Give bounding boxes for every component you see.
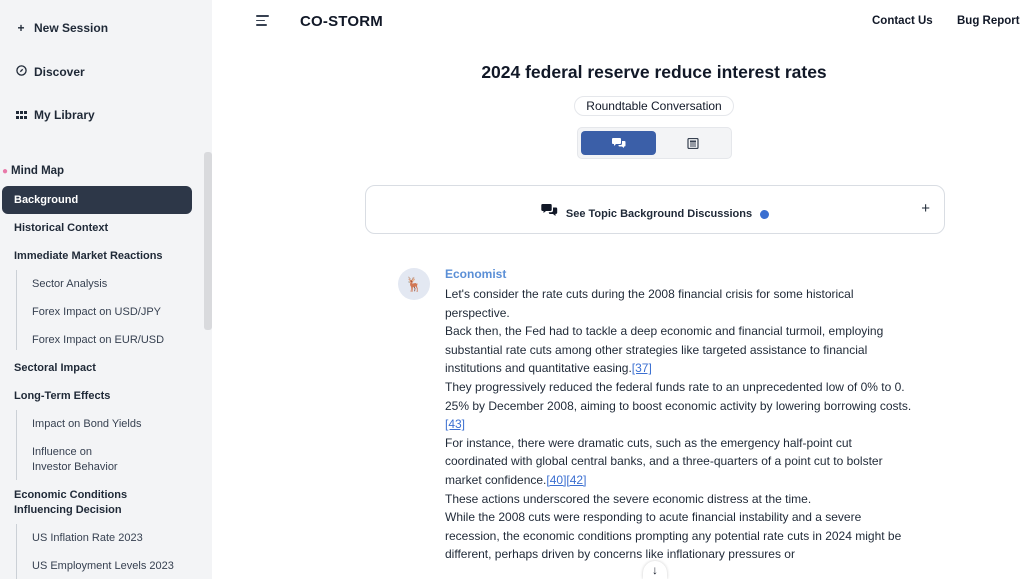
message-body <box>445 285 915 564</box>
outline-guide-line <box>16 270 17 350</box>
view-toggle <box>577 127 732 159</box>
deer-icon: 🦌 <box>405 275 423 292</box>
contact-us-link[interactable]: Contact Us <box>872 15 933 27</box>
chat-bubbles-icon <box>541 203 558 220</box>
compass-icon <box>14 65 28 79</box>
outline-item-us-employment-2023[interactable]: US Employment Levels 2023 <box>32 560 174 572</box>
message-line: These actions underscored the severe economic distress at the time. <box>445 491 812 506</box>
message-line: Back then, the Fed had to tackle a deep economic and financial turmoil, employing substantial rate cuts among other strategies like targeted assistance to financial institutions and quantitative easing.[37] <box>445 324 884 376</box>
arrow-down-icon: ↓ <box>652 563 658 577</box>
new-session-button[interactable] <box>14 21 108 35</box>
outline-item-investor-behavior[interactable]: Influence on Investor Behavior <box>32 446 118 473</box>
outline-guide-line <box>16 410 17 480</box>
message-line: 25% by December 2008, aiming to boost economic activity by lowering borrowing costs.[43] <box>445 398 912 432</box>
outline-guide-line <box>16 524 17 579</box>
citation-link[interactable]: [40] <box>546 472 567 487</box>
outline-item-historical-context[interactable]: Historical Context <box>14 222 109 234</box>
brand-logo: CO-STORM <box>300 13 383 30</box>
menu-icon[interactable] <box>256 15 269 29</box>
outline-item-economic-conditions[interactable]: Economic Conditions Influencing Decision <box>14 489 128 516</box>
outline-item-long-term-effects[interactable]: Long-Term Effects <box>14 390 111 402</box>
message-line: They progressively reduced the federal funds rate to an unprecedented low of 0% to 0. <box>445 379 905 394</box>
outline-item-bond-yields[interactable]: Impact on Bond Yields <box>32 418 142 430</box>
avatar <box>398 268 430 300</box>
citation-link[interactable]: [37] <box>631 361 652 376</box>
outline-item-sector-analysis[interactable]: Sector Analysis <box>32 278 108 290</box>
status-dot-icon <box>760 210 769 219</box>
report-view-button[interactable] <box>655 131 730 155</box>
outline-item-forex-usd-jpy[interactable]: Forex Impact on USD/JPY <box>32 306 161 318</box>
page-title: 2024 federal reserve reduce interest rates <box>481 62 827 82</box>
outline-item-immediate-market-reactions[interactable]: Immediate Market Reactions <box>14 250 163 262</box>
message-line: For instance, there were dramatic cuts, such as the emergency half-point cut coordinated with global central banks, and a three-quarters of a point cut to bolster market confidence.[40][42] <box>445 435 883 487</box>
expand-plus-icon[interactable]: + <box>921 200 930 217</box>
new-session-label: New Session <box>34 21 109 35</box>
plus-icon: + <box>17 21 25 35</box>
mind-map-heading: ● Mind Map <box>2 165 65 177</box>
brain-icon: ● <box>2 165 9 177</box>
bug-report-link[interactable]: Bug Report <box>957 15 1020 27</box>
discover-button[interactable] <box>14 65 85 79</box>
background-card-label: See Topic Background Discussions <box>565 208 753 220</box>
outline-item-background[interactable]: Background <box>2 186 192 214</box>
message-line: While the 2008 cuts were responding to acute financial instability and a severe recession, the economic conditions prompting any potential rate cuts in 2024 might be different, perhaps driven by concerns like inflationary pressures or <box>445 510 902 562</box>
outline-item-us-inflation-2023[interactable]: US Inflation Rate 2023 <box>32 532 143 544</box>
sidebar <box>0 0 212 579</box>
citation-link[interactable]: [42] <box>566 472 587 487</box>
grid-icon <box>14 108 28 122</box>
my-library-label: My Library <box>34 108 95 122</box>
outline-item-sectoral-impact[interactable]: Sectoral Impact <box>14 362 96 374</box>
background-discussions-card[interactable] <box>365 185 945 234</box>
conversation-view-button[interactable] <box>581 131 656 155</box>
message-line: Let's consider the rate cuts during the 2008 financial crisis for some historical perspective. <box>445 287 854 320</box>
speaker-name: Economist <box>445 267 507 281</box>
mode-badge: Roundtable Conversation <box>574 96 734 116</box>
sidebar-scrollbar[interactable] <box>204 152 212 330</box>
scroll-down-button[interactable] <box>643 561 667 579</box>
my-library-button[interactable] <box>14 108 95 122</box>
citation-link[interactable]: [43] <box>445 417 466 432</box>
outline-item-forex-eur-usd[interactable]: Forex Impact on EUR/USD <box>32 334 165 346</box>
chat-bubbles-icon <box>612 137 626 149</box>
newspaper-icon <box>687 138 699 149</box>
discover-label: Discover <box>34 65 85 79</box>
